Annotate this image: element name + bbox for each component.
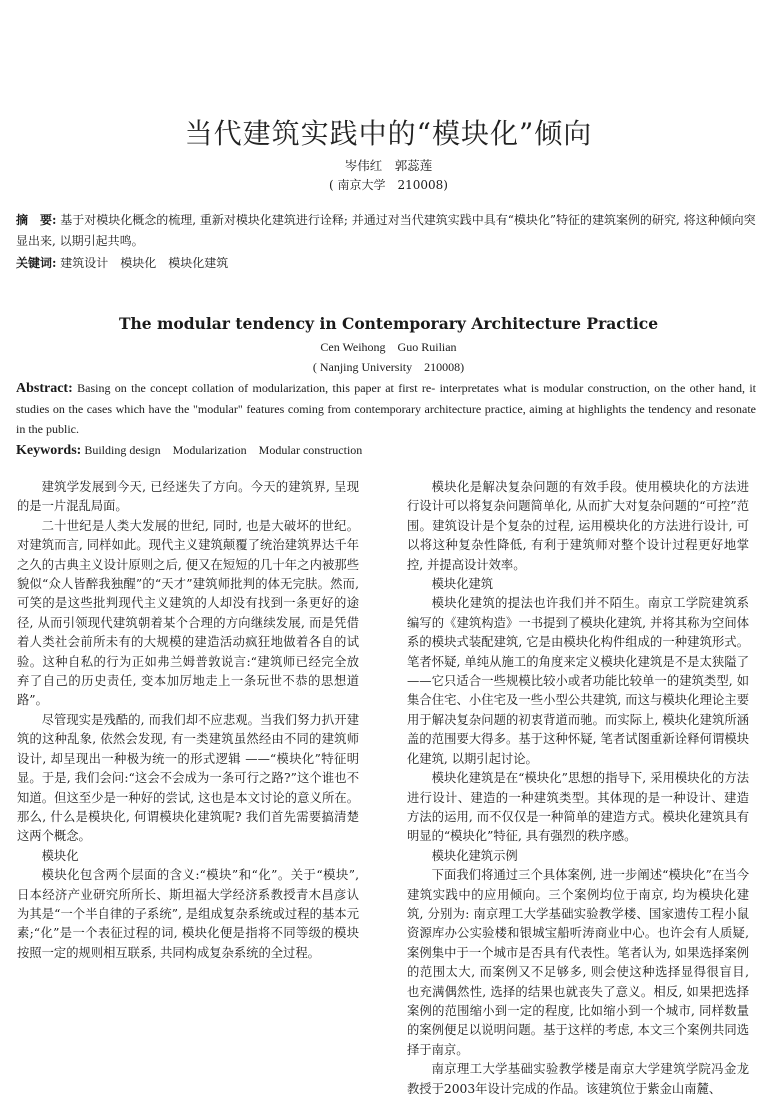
paragraph: 模块化建筑的提法也许我们并不陌生。南京工学院建筑系编写的《建筑构造》一书提到了模块化建筑, 并将其称为空间体系的模块式装配建筑, 它是由模块化构件组成的一种建筑形式。笔者怀疑, 单纯从施工的角度来定义模块化建筑是不是太狭隘了 ——它只适合一些规模比较小或者功能比较单一的建筑类型, 如集合住宅、小住宅及一些小型公共建筑, 而这与模块化理论主要用于解决复杂问题的初衷背道而驰。而实际上, 模块化建筑所涵盖的范围要大得多。基于这种怀疑, 笔者试图重新诠释何谓模块化建筑, 以期引起讨论。 (407, 596, 749, 766)
keywords-en (16, 441, 756, 459)
abstract-cn (16, 210, 761, 252)
section-heading: 模块化建筑示例 (431, 848, 518, 863)
paper-title-en: The modular tendency in Contemporary Architecture Practice (118, 314, 659, 333)
abstract-en-label: Abstract: (16, 381, 73, 396)
abstract-cn-label: 摘 要: (16, 213, 57, 227)
authors-cn: 岑伟红 郭蕊莲 (344, 158, 433, 173)
abstract-cn-text: 基于对模块化概念的梳理, 重新对模块化建筑进行诠释; 并通过对当代建筑实践中具有“模块化”特征的建筑案例的研究, 将这种倾向突显出来, 以期引起共鸣。 (16, 213, 756, 248)
section-heading: 模块化 (41, 848, 79, 863)
paragraph: 尽管现实是残酷的, 而我们却不应悲观。当我们努力扒开建筑的这种乱象, 依然会发现, 有一类建筑虽然经由不同的建筑师设计, 却呈现出一种极为统一的形式逻辑 ——“模块化”特征明显。于是, 我们会问:“这会不会成为一条可行之路?”这个谁也不知道。但这至少是一种好的尝试, 这也是本文讨论的意义所在。那么, 什么是模块化, 何谓模块化建筑呢? 我们首先需要搞清楚这两个概念。 (17, 712, 359, 844)
body-column-left (17, 478, 359, 963)
paragraph: 模块化包含两个层面的含义:“模块”和“化”。关于“模块”, 日本经济产业研究所所长、斯坦福大学经济系教授青木昌彦认为其是“一个半自律的子系统”, 是组成复杂系统或过程的基本元素;“化”是一个表征过程的词, 模块化便是指将不同等级的模块按照一定的规则相互联系, 共同构成复杂系统的全过程。 (17, 868, 359, 960)
body-column-right (407, 478, 749, 1099)
affiliation-cn: ( 南京大学 210008) (329, 178, 448, 192)
paragraph: 建筑学发展到今天, 已经迷失了方向。今天的建筑界, 呈现的是一片混乱局面。 (17, 480, 359, 514)
keywords-cn (16, 254, 761, 271)
paragraph: 模块化是解决复杂问题的有效手段。使用模块化的方法进行设计可以将复杂问题简单化, 从而扩大对复杂问题的“可控”范围。建筑设计是个复杂的过程, 运用模块化的方法进行设计, 可以将这种复杂性降低, 有利于建筑师对整个设计过程更好地掌控, 并提高设计效率。 (407, 480, 749, 572)
paragraph: 二十世纪是人类大发展的世纪, 同时, 也是大破坏的世纪。对建筑而言, 同样如此。现代主义建筑颠覆了统治建筑界达千年之久的古典主义设计原则之后, 便又在短短的几十年之内被那些貌似“众人皆醉我独醒”的“天才”建筑师批判的体无完肤。然而, 可笑的是这些批判现代主义建筑的人却没有找到一条更好的途径, 从而引领现代建筑朝着某个合理的方向继续发展, 而是凭借着人类社会前所未有的大规模的建造活动疯狂地做着各自的试验。这种自私的行为正如弗兰姆普敦说言:“建筑师已经完全放弃了自己的历史责任, 变本加厉地走上一条玩世不恭的思想道路”。 (17, 518, 359, 708)
keywords-en-text: Building design Modularization Modular construction (84, 443, 363, 457)
keywords-en-label: Keywords: (16, 443, 82, 458)
keywords-cn-text: 建筑设计 模块化 模块化建筑 (60, 256, 229, 270)
abstract-en-text: Basing on the concept collation of modularization, this paper at first re- interpretates what is modular construction, on the other hand, it studies on the cases which have the "modular" features coming from contemporary architecture practice, aiming at highlights the tendency and resonate in the public. (16, 381, 757, 436)
paper-title-cn: 当代建筑实践中的“模块化”倾向 (184, 117, 593, 150)
paragraph: 模块化建筑是在“模块化”思想的指导下, 采用模块化的方法进行设计、建造的一种建筑类型。其体现的是一种设计、建造方法的运用, 而不仅仅是一种简单的建造方式。模块化建筑具有明显的“模块化”特征, 具有强烈的秩序感。 (407, 771, 749, 844)
paragraph: 下面我们将通过三个具体案例, 进一步阐述“模块化”在当今建筑实践中的应用倾向。三个案例均位于南京, 均为模块化建筑, 分别为: 南京理工大学基础实验教学楼、国家遗传工程小鼠资源库办公实验楼和银城宝船听涛商业中心。也许会有人质疑, 案例集中于一个城市是否具有代表性。笔者认为, 如果选择案例的范围太大, 而案例又不足够多, 则会使这种选择显得很盲目, 也充满偶然性, 选择的结果也就丧失了意义。相反, 如果把选择案例的范围缩小到一定的程度, 比如缩小到一个城市, 同样数量的案例便足以说明问题。基于这样的考虑, 本文三个案例共同选择于南京。 (407, 868, 749, 1057)
paragraph: 南京理工大学基础实验教学楼是南京大学建筑学院冯金龙教授于2003年设计完成的作品。该建筑位于紫金山南麓、 (407, 1062, 749, 1096)
keywords-cn-label: 关键词: (16, 256, 57, 270)
affiliation-en: ( Nanjing University 210008) (312, 360, 465, 374)
section-heading: 模块化建筑 (431, 577, 494, 592)
abstract-en (16, 378, 756, 439)
authors-en: Cen Weihong Guo Ruilian (320, 340, 457, 354)
